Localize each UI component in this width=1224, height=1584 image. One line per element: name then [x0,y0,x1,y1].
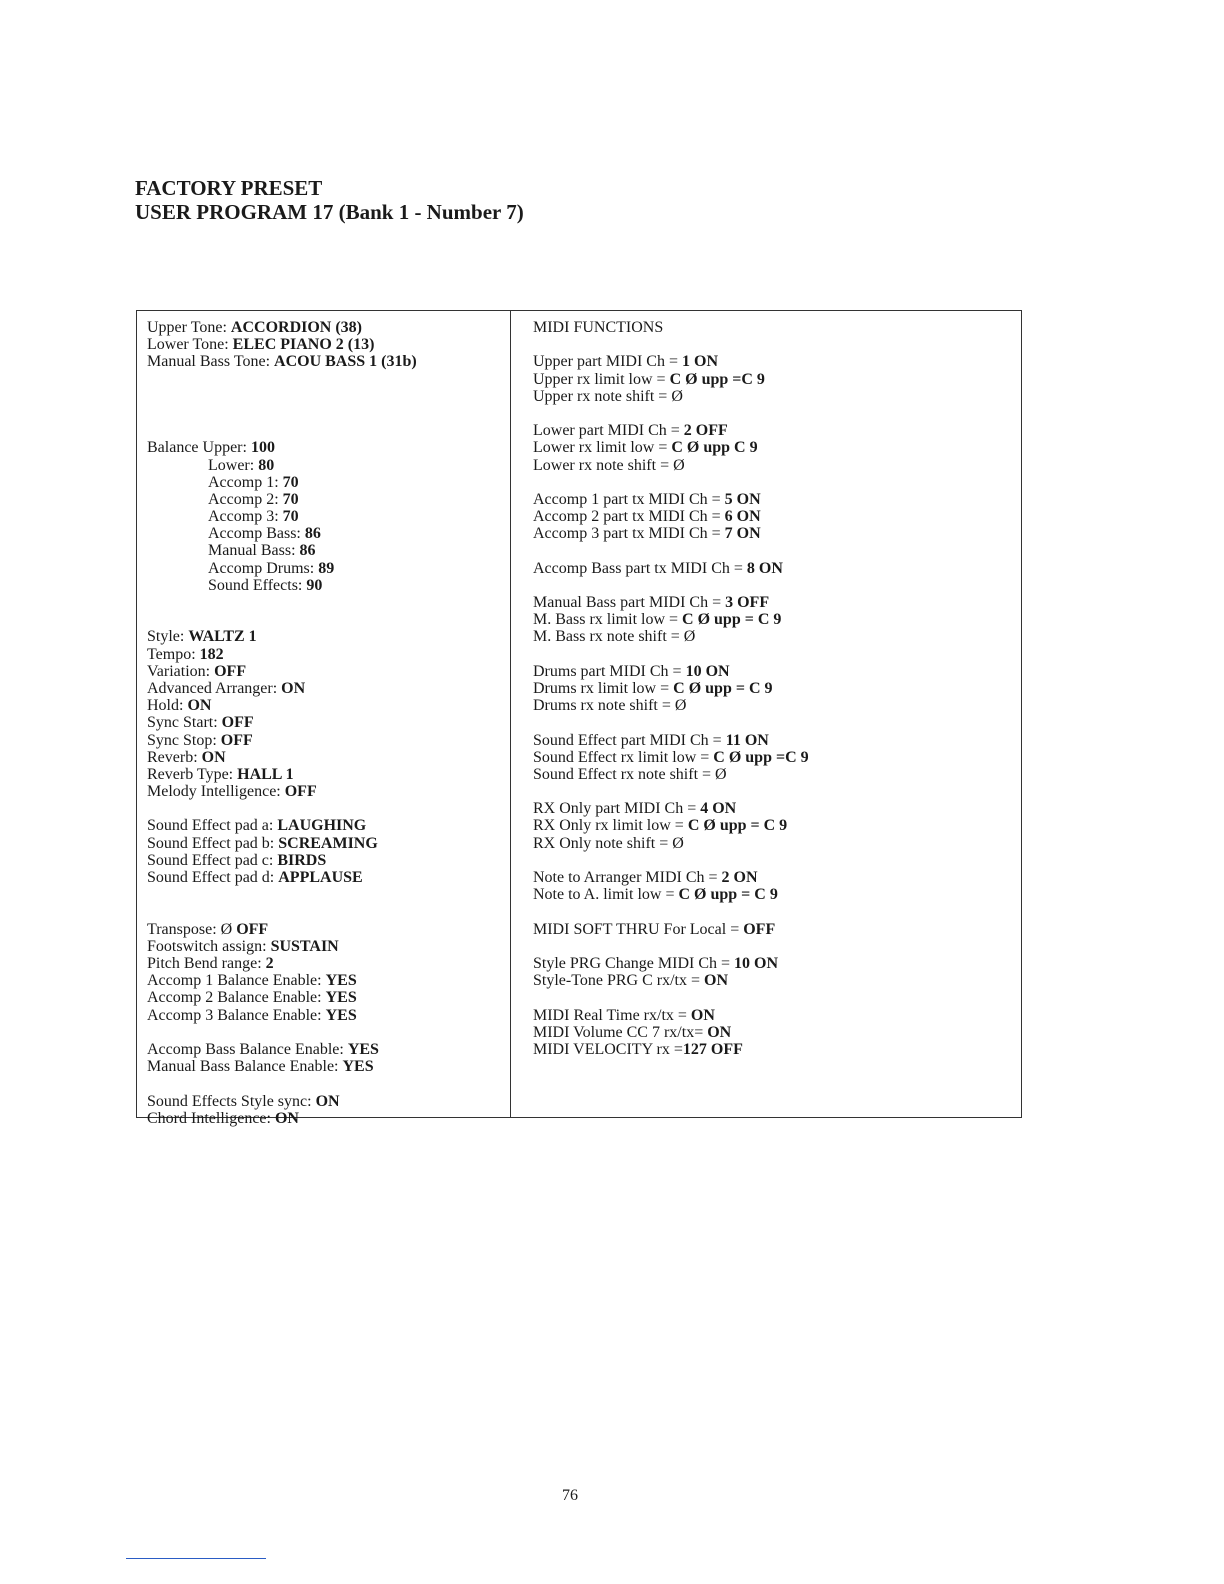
midi-sound-effect-shift: Sound Effect rx note shift = Ø [533,765,727,783]
setting-pad-d: Sound Effect pad d: APPLAUSE [147,869,363,887]
setting-pad-b: Sound Effect pad b: SCREAMING [147,834,378,852]
balance-manual-bass: Manual Bass: 86 [208,542,316,560]
setting-melody-intelligence: Melody Intelligence: OFF [147,783,317,801]
right-column [533,319,1013,1058]
midi-upper-ch: Upper part MIDI Ch = 1 ON [533,353,718,371]
setting-transpose: Transpose: Ø OFF [147,920,269,938]
setting-accomp-2-enable: Accomp 2 Balance Enable: YES [147,989,357,1007]
footer-rule [126,1558,266,1559]
midi-note-arranger-ch: Note to Arranger MIDI Ch = 2 ON [533,869,758,886]
setting-accomp-1-enable: Accomp 1 Balance Enable: YES [147,972,357,990]
midi-style-tone-prg: Style-Tone PRG C rx/tx = ON [533,972,729,990]
setting-manual-bass-tone: Manual Bass Tone: ACOU BASS 1 (31b) [147,353,417,371]
heading-line-1: FACTORY PRESET [135,176,323,200]
midi-accomp-bass-ch: Accomp Bass part tx MIDI Ch = 8 ON [533,559,783,577]
setting-reverb: Reverb: ON [147,748,226,766]
midi-lower-shift: Lower rx note shift = Ø [533,456,685,474]
midi-soft-thru: MIDI SOFT THRU For Local = OFF [533,920,776,938]
midi-real-time: MIDI Real Time rx/tx = ON [533,1006,715,1024]
midi-sound-effect-limit: Sound Effect rx limit low = C Ø upp =C 9 [533,748,809,766]
setting-pad-a: Sound Effect pad a: LAUGHING [147,817,367,835]
page-heading [135,176,524,224]
midi-style-prg-change: Style PRG Change MIDI Ch = 10 ON [533,954,779,972]
setting-sync-start: Sync Start: OFF [147,714,254,732]
midi-rx-only-shift: RX Only note shift = Ø [533,834,684,852]
setting-effects-style-sync: Sound Effects Style sync: ON [147,1092,340,1110]
setting-pad-c: Sound Effect pad c: BIRDS [147,851,327,869]
midi-volume-cc7: MIDI Volume CC 7 rx/tx= ON [533,1023,732,1041]
balance-lower: Lower: 80 [208,456,275,474]
setting-accomp-3-enable: Accomp 3 Balance Enable: YES [147,1006,357,1024]
setting-lower-tone: Lower Tone: ELEC PIANO 2 (13) [147,336,375,354]
midi-drums-limit: Drums rx limit low = C Ø upp = C 9 [533,679,773,697]
midi-accomp-1-ch: Accomp 1 part tx MIDI Ch = 5 ON [533,490,761,508]
column-divider [510,310,511,1118]
midi-accomp-3-ch: Accomp 3 part tx MIDI Ch = 7 ON [533,525,761,543]
balance-accomp-1: Accomp 1: 70 [208,473,299,491]
midi-rx-only-limit: RX Only rx limit low = C Ø upp = C 9 [533,817,788,835]
setting-tempo: Tempo: 182 [147,645,224,663]
midi-functions-title: MIDI FUNCTIONS [533,319,664,336]
midi-sound-effect-ch: Sound Effect part MIDI Ch = 11 ON [533,731,769,749]
setting-chord-intelligence: Chord Intelligence: ON [147,1109,299,1127]
midi-accomp-2-ch: Accomp 2 part tx MIDI Ch = 6 ON [533,508,761,526]
setting-pitch-bend: Pitch Bend range: 2 [147,955,274,972]
setting-style: Style: WALTZ 1 [147,628,257,646]
setting-manual-bass-enable: Manual Bass Balance Enable: YES [147,1058,374,1076]
setting-hold: Hold: ON [147,697,212,715]
balance-upper: Balance Upper: 100 [147,439,275,457]
midi-lower-ch: Lower part MIDI Ch = 2 OFF [533,422,728,440]
midi-manual-bass-shift: M. Bass rx note shift = Ø [533,628,696,646]
heading-line-2: USER PROGRAM 17 (Bank 1 - Number 7) [135,200,524,224]
setting-upper-tone: Upper Tone: ACCORDION (38) [147,319,363,336]
midi-drums-shift: Drums rx note shift = Ø [533,697,687,715]
midi-rx-only-ch: RX Only part MIDI Ch = 4 ON [533,800,737,818]
midi-velocity-rx: MIDI VELOCITY rx =127 OFF [533,1040,743,1058]
midi-manual-bass-limit: M. Bass rx limit low = C Ø upp = C 9 [533,611,782,629]
setting-sync-stop: Sync Stop: OFF [147,731,253,749]
page-number: 76 [562,1487,578,1504]
setting-accomp-bass-enable: Accomp Bass Balance Enable: YES [147,1040,379,1058]
midi-manual-bass-ch: Manual Bass part MIDI Ch = 3 OFF [533,594,770,611]
midi-note-arranger-limit: Note to A. limit low = C Ø upp = C 9 [533,886,778,904]
left-column [147,319,502,1127]
balance-accomp-drums: Accomp Drums: 89 [208,559,335,577]
midi-lower-limit: Lower rx limit low = C Ø upp C 9 [533,439,758,457]
balance-accomp-3: Accomp 3: 70 [208,508,299,526]
midi-drums-ch: Drums part MIDI Ch = 10 ON [533,662,730,680]
balance-accomp-2: Accomp 2: 70 [208,490,299,508]
setting-variation: Variation: OFF [147,662,247,680]
setting-footswitch: Footswitch assign: SUSTAIN [147,937,339,955]
balance-accomp-bass: Accomp Bass: 86 [208,525,321,543]
balance-sound-effects: Sound Effects: 90 [208,576,323,594]
midi-upper-limit: Upper rx limit low = C Ø upp =C 9 [533,370,765,388]
setting-reverb-type: Reverb Type: HALL 1 [147,765,294,783]
midi-upper-shift: Upper rx note shift = Ø [533,387,683,405]
setting-advanced-arranger: Advanced Arranger: ON [147,679,306,697]
